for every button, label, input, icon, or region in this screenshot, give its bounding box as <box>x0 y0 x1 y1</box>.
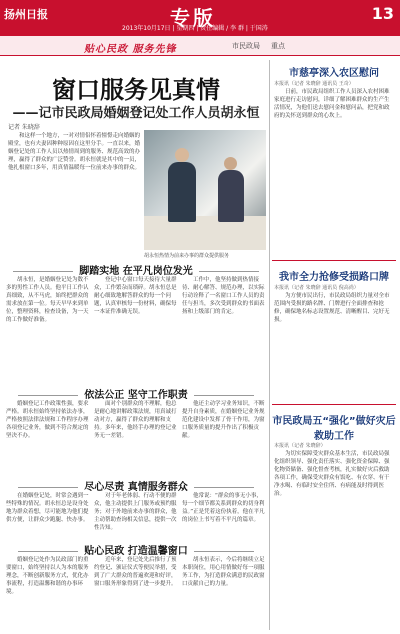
photo-person <box>218 170 244 222</box>
article-divider <box>272 260 396 261</box>
news-photo <box>144 130 266 250</box>
section1-col3: 工作中，他坚持做到热情接待、耐心解答、规范办理，以实际行动诠释了一名窗口工作人员的责任与担当，多次受到群众的书面表扬和上级部门的肯定。 <box>182 277 265 315</box>
article2-headline: 我市全力抢修受损路口牌 <box>279 272 389 283</box>
photo-person-head <box>175 148 189 162</box>
photo-desk <box>144 216 266 250</box>
slogan-tag-2: 重点 <box>271 42 285 50</box>
section-title: 专版 <box>170 6 216 30</box>
photo-person-head <box>224 157 237 170</box>
section1-col2: 登记中心窗口每天接待大量群众，工作繁杂而琐碎。胡永恒总是耐心细致地解答群众的每一个问题，认真审核每一份材料，确保每一本证件准确无误。 <box>94 277 177 315</box>
subhead: ——记市民政局婚姻登记处工作人员胡永恒 <box>12 106 260 121</box>
section3-col1: 在婚姻登记处，时常会遇到一些特殊的情况。胡永恒总是设身处地为群众着想，尽可能地为他们提供方便，让群众少跑腿、快办事。 <box>6 493 89 523</box>
section-title-4: 贴心民政 打造温馨窗口 <box>4 542 268 557</box>
section-title-1: 脚踏实地 在平凡岗位发光 <box>4 262 268 277</box>
section1-col1: 胡永恒，是婚姻登记处为数不多的男性工作人员。他平日工作认真细致，从不马虎，始终把群众的需求放在第一位。每天早早来到单位，整理资料，检查设备，为一天的工作做好准备。 <box>6 277 89 323</box>
section3-col3: 他常说：“群众的事无小事，每一个细节都关系到群众的切身利益。”正是凭着这份执着，他在平凡的岗位上书写着不平凡的篇章。 <box>182 493 265 523</box>
section2-col2: 面对个别群众的不理解，他总是耐心地讲解政策法规，用真诚打动对方，赢得了群众的理解和支持。多年来，他经手办理的登记业务无一差错。 <box>94 401 177 439</box>
article2-byline: 本报讯（记者 朱晓辞 通讯员 倪高尚） <box>274 285 359 291</box>
right-column <box>272 60 396 630</box>
photo-person <box>168 162 196 222</box>
section2-col3: 他还主动学习业务知识，不断提升自身素质，在婚姻登记业务规范化建设中发挥了骨干作用，为窗口服务质量的提升作出了积极贡献。 <box>182 401 265 439</box>
masthead <box>0 0 400 36</box>
article1-text: 日前，市民政局组织工作人员深入农村困难家庭进行走访慰问，详细了解困难群众的生产生活情况，为他们送去慰问金和慰问品，把党和政府的关怀送到群众的心坎上。 <box>274 89 390 119</box>
article3-text: 为切实保障受灾群众基本生活，市民政局强化组织领导、强化责任落实、强化资金保障、强化物资储备、强化督查考核，扎实做好灾后救助各项工作，确保受灾群众有饭吃、有衣穿、有干净水喝、有临时安全住所、有病能及时得到医治。 <box>274 451 390 497</box>
slogan-bar <box>0 36 400 56</box>
main-story <box>4 60 268 630</box>
article2-text: 为方便市民出行，市民政局组织力量对全市范围内受损的路名牌、门牌进行全面排查和抢修，确保地名标志设置规范、清晰醒目、完好无损。 <box>274 293 390 323</box>
column-divider <box>269 60 270 630</box>
headline: 窗口服务见真情 <box>52 76 220 104</box>
section-title-3: 尽心尽责 真情服务群众 <box>4 478 268 493</box>
paper-name: 扬州日报 <box>4 8 48 21</box>
section2-col1: 婚姻登记工作政策性强，要求严格。胡永恒始终坚持依法办事，严格按照法律法规和工作程序办理各项登记业务，做到不符合规定的坚决不办。 <box>6 401 89 439</box>
article3-byline: 本报讯（记者 朱晓辞） <box>274 443 326 449</box>
photo-caption: 胡永恒热情为前来办事的群众提供服务 <box>144 253 230 259</box>
section4-col1: 婚姻登记处作为民政部门的重要窗口，始终坚持以人为本的服务理念，不断创新服务方式，优化办事流程，打造温馨和谐的办事环境。 <box>6 557 89 595</box>
section4-col3: 胡永恒表示，今后将继续立足本职岗位，用心用情做好每一项服务工作，为打造群众满意的民政窗口贡献自己的力量。 <box>182 557 265 587</box>
article3-headline: 市民政局五“强化”做好灾后救助工作 <box>272 416 396 442</box>
section-title-2: 依法公正 坚守工作职责 <box>4 386 268 401</box>
section4-col2: 近年来，登记处先后推行了预约登记、颁证仪式等便民举措，受到了广大群众的普遍欢迎和好评，窗口服务形象得到了进一步提升。 <box>94 557 177 587</box>
page-number: 13 <box>371 4 394 23</box>
lead-paragraph: 和这样一个地方，一对对情侣怀着憧憬走向婚姻的殿堂，也有夫妻因种种原因在这里分手。一直以来，婚姻登记处的工作人员以热情周到的服务、规范高效的办理，赢得了群众的广泛赞誉。胡永恒就是其中的一员，他扎根窗口多年，用真情温暖每一位前来办事的群众。 <box>8 133 140 171</box>
slogan: 贴心民政 服务先锋 <box>84 44 177 55</box>
slogan-tag: 市民政局 <box>232 42 260 50</box>
dateline: 2013年10月17日 | 星期四 | 责任编辑 / 李 群 | 于国涛 <box>122 25 268 32</box>
article-divider <box>272 404 396 405</box>
section3-col2: 对于年老体弱、行动不便的群众，他主动提供上门服务或预约服务；对于外地前来办事的群众，他主动帮助查询相关信息，提供一次性告知。 <box>94 493 177 531</box>
article1-headline: 市慈亭深入农区慰问 <box>289 68 379 79</box>
byline: 记者 朱晓辞 <box>8 124 40 131</box>
article1-byline: 本报讯（记者 朱晓辞 通讯员 王奇） <box>274 81 354 87</box>
